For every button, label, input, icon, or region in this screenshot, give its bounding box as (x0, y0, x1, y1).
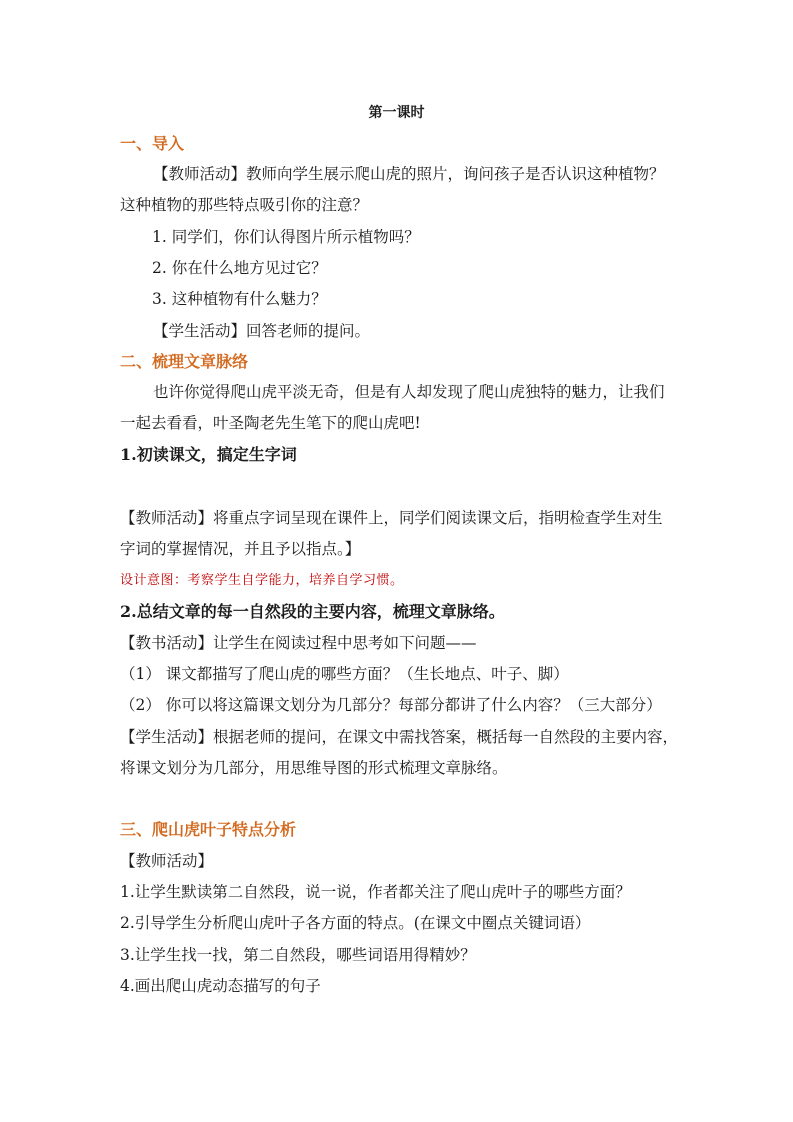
paragraph-student-activity-2: 【学生活动】根据老师的提问，在课文中需找答案，概括每一自然段的主要内容， (120, 728, 679, 746)
subheading-step-2: 2.总结文章的每一自然段的主要内容，梳理文章脉络。 (120, 602, 505, 621)
paragraph-teacher-activity-cont: 这种植物的那些特点吸引你的注意？ (120, 196, 369, 214)
paragraph-student-activity: 【学生活动】回答老师的提问。 (153, 322, 371, 340)
list-item-task-3: 3.让学生找一找，第二自然段，哪些词语用得精妙？ (120, 946, 476, 964)
design-intent-note: 设计意图：考察学生自学能力，培养自学习惯。 (120, 573, 404, 588)
page-title: 第一课时 (368, 105, 425, 121)
paragraph-teacher-activity-2: 【教师活动】将重点字词呈现在课件上，同学们阅读课文后，指明检查学生对生 (120, 509, 663, 527)
section-heading-intro: 一、导入 (120, 134, 185, 153)
list-item-question-2: 2. 你在什么地方见过它？ (152, 259, 327, 277)
section-heading-structure: 二、梳理文章脉络 (120, 352, 249, 371)
paragraph-teacher-activity-4: 【教师活动】 (120, 852, 214, 870)
paragraph-teacher-activity-3: 【教书活动】让学生在阅读过程中思考如下问题—— (120, 634, 477, 652)
list-item-question-1: 1. 同学们，你们认得图片所示植物吗？ (152, 228, 420, 246)
list-item-task-1: 1.让学生默读第二自然段，说一说，作者都关注了爬山虎叶子的哪些方面？ (120, 883, 631, 901)
list-item-question-b: （2） 你可以将这篇课文划分为几部分？每部分都讲了什么内容？（三大部分） (120, 696, 662, 714)
list-item-task-2: 2.引导学生分析爬山虎叶子各方面的特点。(在课文中圈点关键词语） (120, 914, 591, 932)
paragraph-student-activity-2-cont: 将课文划分为几部分，用思维导图的形式梳理文章脉络。 (120, 759, 508, 777)
paragraph-teacher-activity: 【教师活动】教师向学生展示爬山虎的照片，询问孩子是否认识这种植物？ (153, 165, 665, 183)
list-item-question-3: 3. 这种植物有什么魅力？ (152, 290, 327, 308)
list-item-task-4: 4.画出爬山虎动态描写的句子 (120, 977, 321, 995)
subheading-step-1: 1.初读课文，搞定生字词 (120, 445, 297, 464)
paragraph-intro-cont: 一起去看看，叶圣陶老先生笔下的爬山虎吧! (120, 414, 421, 432)
list-item-question-a: （1） 课文都描写了爬山虎的哪些方面？（生长地点、叶子、脚） (120, 665, 569, 683)
section-heading-leaf-analysis: 三、爬山虎叶子特点分析 (120, 820, 297, 839)
paragraph-intro: 也许你觉得爬山虎平淡无奇，但是有人却发现了爬山虎独特的魅力，让我们 (153, 383, 665, 401)
paragraph-teacher-activity-2-cont: 字词的掌握情况，并且予以指点。】 (120, 540, 361, 558)
